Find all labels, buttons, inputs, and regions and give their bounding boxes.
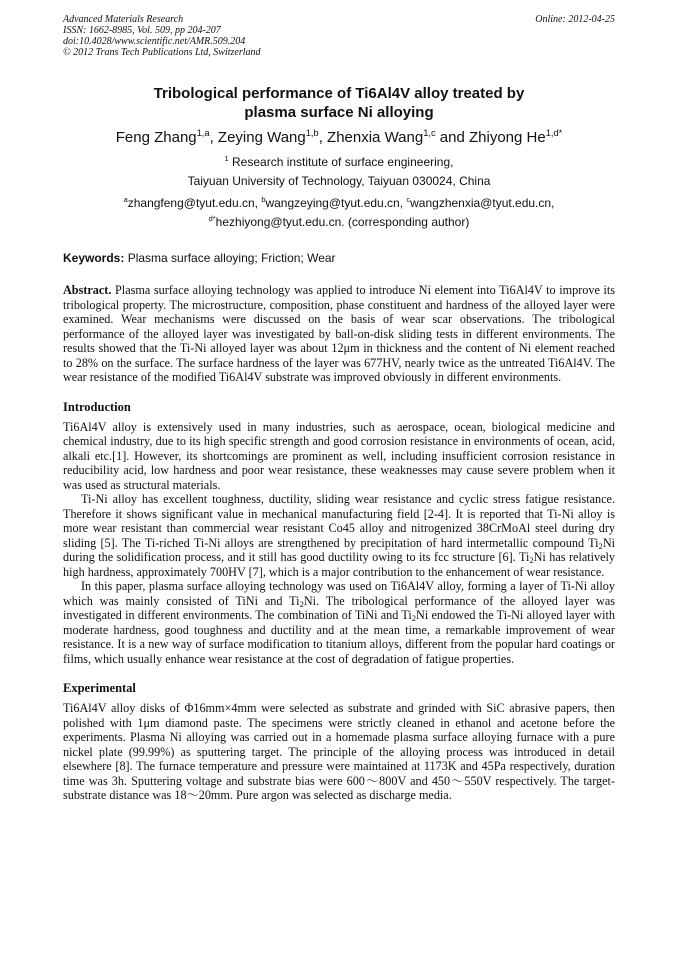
author-name: Zhiyong He bbox=[468, 129, 546, 146]
affiliation-text: Research institute of surface engineering, bbox=[228, 155, 454, 169]
email-mark: a bbox=[123, 195, 128, 204]
email-mark: b bbox=[261, 195, 266, 204]
online-date: Online: 2012-04-25 bbox=[535, 14, 615, 25]
emails-line-2 bbox=[63, 213, 615, 232]
subscript: 2 bbox=[411, 613, 417, 624]
email-link[interactable]: wangzhenxia@tyut.edu.cn, bbox=[410, 196, 555, 210]
section-heading-introduction: Introduction bbox=[63, 399, 131, 414]
affiliation bbox=[63, 153, 615, 191]
paragraph-text: Ni. The tribological performance of the alloyed layer was investigated in different environments. The combination of TiNi and Ti bbox=[63, 593, 615, 622]
author-list bbox=[63, 128, 615, 148]
title-line-1: Tribological performance of Ti6Al4V alloy treated by bbox=[153, 85, 525, 102]
author-name: Zeying Wang bbox=[217, 129, 306, 146]
abstract bbox=[63, 283, 615, 385]
intro-paragraph-2 bbox=[63, 492, 615, 579]
paragraph-text: Ni during the solidification process, and it still has good ductility owing to its fcc structure [6]. Ti bbox=[63, 535, 615, 564]
intro-paragraph-1: Ti6Al4V alloy is extensively used in many industries, such as aerospace, ocean, biological medicine and chemical industry, due to its high specific strength and good corrosion resistance in environments of ocean, acid, alkali etc.[1]. However, its shortcomings are prominent as well, including insufficient corrosion resistance in reducibility acid, low hardness and poor wear resistance, these weaknesses may cause severe problem when it was used as structural materials. bbox=[63, 419, 615, 492]
author-affiliation-mark: 1,c bbox=[423, 128, 436, 138]
affiliation-mark: 1 bbox=[224, 154, 229, 163]
author-name: Zhenxia Wang bbox=[327, 129, 424, 146]
journal-header bbox=[63, 14, 615, 58]
affiliation-line-2: Taiyuan University of Technology, Taiyuan 030024, China bbox=[187, 174, 491, 188]
author-name: Feng Zhang bbox=[115, 129, 197, 146]
doi-line: doi:10.4028/www.scientific.net/AMR.509.204 bbox=[63, 36, 246, 47]
subscript: 2 bbox=[529, 555, 534, 566]
email-link[interactable]: zhangfeng@tyut.edu.cn, bbox=[127, 196, 262, 210]
keywords-text: Plasma surface alloying; Friction; Wear bbox=[124, 251, 336, 265]
email-link[interactable]: wangzeying@tyut.edu.cn, bbox=[265, 196, 407, 210]
abstract-text: Plasma surface alloying technology was applied to introduce Ni element into Ti6Al4V to improve its tribological property. The microstructure, composition, phase constituent and hardness of the alloyed layer were examined. Wear mechanisms were discussed on the basis of wear scar observations. The tribological performance of the alloyed layer was investigated by ball-on-disk sliding tests in different environments. The results showed that the Ti-Ni alloyed layer was about 12μm in thickness and the content of Ni element reached to 28% on the surface. The surface hardness of the layer was 677HV, nearly twice as the untreated Ti6Al4V. The wear resistance of the modified Ti6Al4V substrate was improved obviously in different environments. bbox=[63, 283, 615, 384]
section-heading-experimental: Experimental bbox=[63, 681, 136, 695]
experimental-paragraph-1: Ti6Al4V alloy disks of Φ16mm×4mm were selected as substrate and grinded with SiC abrasive papers, then polished with 1μm diamond paste. The specimens were strictly cleaned in ethanol and acetone before the experiments. Plasma Ni alloying was carried out in a homemade plasma surface alloying furnace with a pure nickel plate (99.99%) as sputtering target. The principle of the alloying process was introduced in detail elsewhere [8]. The furnace temperature and pressure were maintained at 1173K and 45Pa respectively, duration time was 3h. Sputtering voltage and substrate bias were 600～800V and 450～550V respectively. The target-substrate distance was 18～20mm. Pure argon was selected as discharge media. bbox=[63, 701, 615, 802]
subscript: 2 bbox=[299, 598, 304, 609]
title-line-2: plasma surface Ni alloying bbox=[244, 104, 434, 121]
author-emails bbox=[63, 194, 615, 232]
keywords bbox=[63, 250, 615, 266]
copyright-line: © 2012 Trans Tech Publications Ltd, Switzerland bbox=[63, 47, 261, 58]
paragraph-text: In this paper, plasma surface alloying technology was used on Ti6Al4V alloy, forming a layer of Ti-Ni alloy which was mainly consisted of TiNi and Ti bbox=[63, 579, 615, 608]
paper-title bbox=[63, 84, 615, 122]
email-mark: c bbox=[406, 195, 411, 204]
paragraph-text: Ni endowed the Ti-Ni alloyed layer with moderate hardness, good toughness and ductility and at the mean time, a remarkable improvement of wear resistance. It is a new way of surface modification to titanium alloys, different from the popular hard coatings or films, which usually enhance wear resistance at the cost of degradation of fatigue properties. bbox=[63, 608, 615, 666]
intro-paragraph-3 bbox=[63, 579, 615, 666]
paragraph-text: Ti-Ni alloy has excellent toughness, ductility, sliding wear resistance and cyclic stress fatigue resistance. Therefore it shows significant value in mechanical manufacturing field [2-4]. It is reported that Ti-Ni alloy is more wear resistant than commercial wear resistant Co45 alloy and nitrogenized 38CrMoAl steel during dry sliding [5]. The Ti-riched Ti-Ni alloys are strengthened by precipitation of hard intermetallic compound Ti bbox=[63, 492, 615, 550]
affiliation-line-1 bbox=[63, 153, 615, 172]
author-affiliation-mark: 1,d* bbox=[545, 128, 563, 138]
email-link[interactable]: hezhiyong@tyut.edu.cn. (corresponding author) bbox=[215, 215, 470, 229]
author-separator: , bbox=[318, 129, 328, 146]
issn-line: ISSN: 1662-8985, Vol. 509, pp 204-207 bbox=[63, 25, 221, 36]
author-affiliation-mark: 1,a bbox=[196, 128, 210, 138]
subscript: 2 bbox=[598, 540, 603, 551]
email-mark: d* bbox=[208, 214, 216, 223]
author-separator: , bbox=[209, 129, 218, 146]
paragraph-text: Ni has relatively high hardness, approximately 700HV [7], which is a major contribution to the enhancement of wear resistance. bbox=[63, 550, 616, 579]
keywords-label: Keywords: bbox=[63, 251, 125, 265]
author-affiliation-mark: 1,b bbox=[305, 128, 319, 138]
emails-line-1 bbox=[63, 194, 615, 213]
journal-name: Advanced Materials Research bbox=[63, 14, 184, 25]
abstract-label: Abstract. bbox=[63, 283, 112, 297]
author-separator: and bbox=[435, 129, 469, 146]
